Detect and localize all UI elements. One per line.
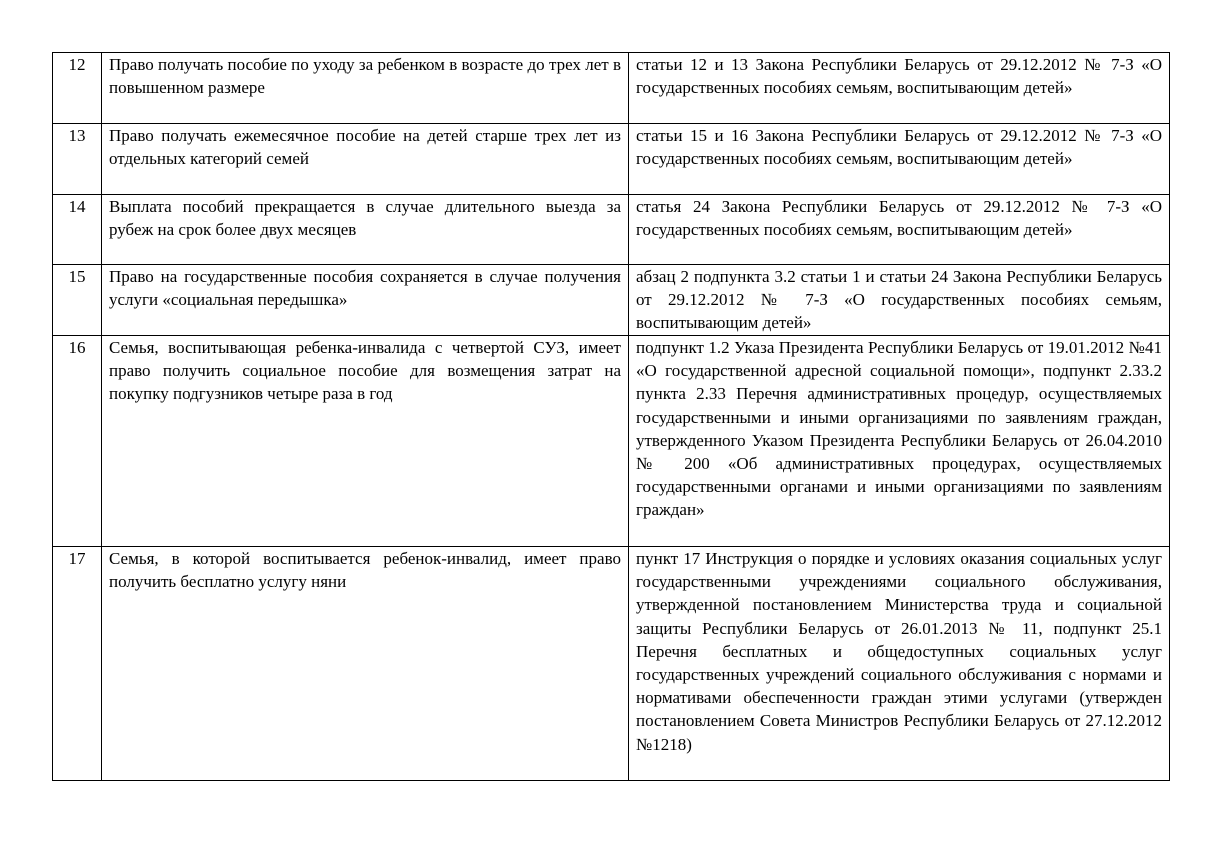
row-description: Право получать ежемесячное пособие на детей старше трех лет из отдельных категорий семей [102,124,629,195]
table-row [53,265,1170,336]
row-number: 14 [53,195,102,265]
row-legal-basis: статьи 12 и 13 Закона Республики Беларусь от 29.12.2012 № 7-З «О государственных пособиях семьям, воспитывающим детей» [629,53,1170,124]
benefits-table [52,52,1170,781]
row-number: 15 [53,265,102,336]
row-description: Выплата пособий прекращается в случае длительного выезда за рубеж на срок более двух месяцев [102,195,629,265]
row-description: Семья, воспитывающая ребенка-инвалида с четвертой СУЗ, имеет право получить социальное пособие для возмещения затрат на покупку подгузников четыре раза в год [102,336,629,547]
table-row [53,124,1170,195]
table-row [53,53,1170,124]
row-legal-basis: статья 24 Закона Республики Беларусь от 29.12.2012 № 7-З «О государственных пособиях семьям, воспитывающим детей» [629,195,1170,265]
row-number: 17 [53,547,102,781]
row-legal-basis: подпункт 1.2 Указа Президента Республики Беларусь от 19.01.2012 №41 «О государственной адресной социальной помощи», подпункт 2.33.2 пункта 2.33 Перечня административных процедур, осуществляемых государственными и иными организациями по заявлениям граждан, утвержденного Указом Президента Республики Беларусь от 26.04.2010 № 200 «Об административных процедурах, осуществляемых государственными органами и иными организациями по заявлениям граждан» [629,336,1170,547]
row-description: Семья, в которой воспитывается ребенок-инвалид, имеет право получить бесплатно услугу няни [102,547,629,781]
table-row [53,547,1170,781]
row-number: 13 [53,124,102,195]
row-number: 12 [53,53,102,124]
table-row [53,195,1170,265]
row-description: Право на государственные пособия сохраняется в случае получения услуги «социальная передышка» [102,265,629,336]
row-legal-basis: статьи 15 и 16 Закона Республики Беларусь от 29.12.2012 № 7-З «О государственных пособиях семьям, воспитывающим детей» [629,124,1170,195]
row-legal-basis: абзац 2 подпункта 3.2 статьи 1 и статьи 24 Закона Республики Беларусь от 29.12.2012 № 7-З «О государственных пособиях семьям, воспитывающим детей» [629,265,1170,336]
row-legal-basis: пункт 17 Инструкция о порядке и условиях оказания социальных услуг государственными учреждениями социального обслуживания, утвержденной постановлением Министерства труда и социальной защиты Республики Беларусь от 26.01.2013 № 11, подпункт 25.1 Перечня бесплатных и общедоступных социальных услуг государственных учреждений социального обслуживания с нормами и нормативами обеспеченности граждан этими услугами (утвержден постановлением Совета Министров Республики Беларусь от 27.12.2012 №1218) [629,547,1170,781]
table-row [53,336,1170,547]
row-number: 16 [53,336,102,547]
row-description: Право получать пособие по уходу за ребенком в возрасте до трех лет в повышенном размере [102,53,629,124]
